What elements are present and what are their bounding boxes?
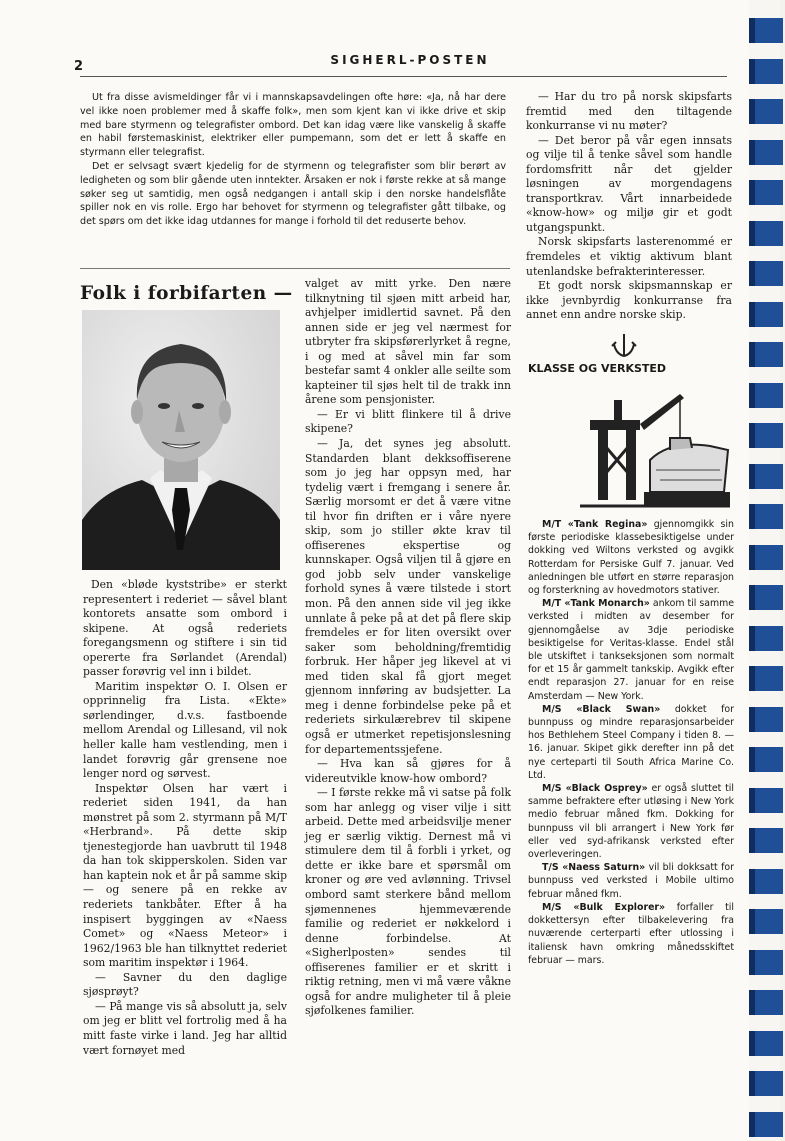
ship-report-paragraph xyxy=(528,901,734,967)
header-rule xyxy=(80,76,727,77)
ship-name: T/S «Naess Saturn» xyxy=(542,862,646,874)
portrait-photo xyxy=(82,310,280,570)
ship-report-text: forfaller til dokkettersyn efter tilbakelevering fra nuværende certerparti efter utlossing i italiensk havn omkring månedsskiftet februar — mars. xyxy=(528,901,734,966)
ship-report-text: ankom til samme verksted i midten av desember for gjennomgåelse av 3dje periodiske besiktigelse for Veritas-klasse. Endel stål ble utskiftet i tankseksjonen som normalt for et 15 år gammelt tankskip. Avgikk efter endt reparasjon 27. januar for en reise Amsterdam — New York. xyxy=(528,598,734,702)
binding-ring xyxy=(749,545,783,570)
article-paragraph: valget av mitt yrke. Den nære tilknytning til sjøen mitt arbeid har, avhjelper imidlertid savnet. På den annen side er jeg vel nærmest for utbryter fra skipsførerlyrket å regne, i og med at såvel min far som bestefar samt 4 onkler alle seilte som kapteiner til sjøs helt til de trakk inn årene som pensjonister. xyxy=(305,277,511,407)
article-paragraph: — Er vi blitt flinkere til å drive skipene? xyxy=(305,407,511,436)
article-paragraph: Den «bløde kyststribe» er sterkt representert i rederiet — såvel blant kontorets ansatte som ombord i skipene. At også rederiets foregangsmenn og stiftere i sin tid opererte fra Sørlandet (Arendal) passer forøvrig vel inn i bildet. xyxy=(83,578,287,679)
article-paragraph: — Hva kan så gjøres for å videreutvikle know-how ombord? xyxy=(305,757,511,785)
ship-report-paragraph xyxy=(528,597,734,703)
binding-ring xyxy=(749,585,783,610)
article-paragraph: — Det beror på vår egen innsats og vilje til å tenke såvel som handle fordomsfritt når det gjelder løsningen av morgendagens transportkrav. Vårt innarbeidede «know-how» og miljø gir et godt utgangspunkt. xyxy=(526,133,732,234)
article-paragraph: — Savner du den daglige sjøsprøyt? xyxy=(83,970,287,999)
intro-article xyxy=(80,91,506,229)
section-heading: KLASSE OG VERKSTED xyxy=(528,362,667,375)
binding-ring xyxy=(749,666,783,691)
ship-report-paragraph xyxy=(528,861,734,901)
article-paragraph: Norsk skipsfarts lasterenommé er fremdeles et viktig aktivum blant utenlandske befrakterinteresser. xyxy=(526,235,732,278)
binding-ring xyxy=(749,1112,783,1137)
masthead-title: SIGHERL-POSTEN xyxy=(330,53,490,67)
ship-name: M/S «Black Swan» xyxy=(542,703,661,715)
section-divider xyxy=(80,268,510,269)
ship-name: M/S «Bulk Explorer» xyxy=(542,901,666,913)
article-paragraph: — Har du tro på norsk skipsfarts fremtid med den tiltagende konkurranse vi nu møter? xyxy=(526,90,732,133)
article-paragraph: Et godt norsk skipsmannskap er ikke jevnbyrdig konkurranse fra annet enn andre norske skip. xyxy=(526,279,732,322)
binding-ring xyxy=(749,950,783,975)
binding-ring xyxy=(749,261,783,286)
ship-name: M/S «Black Osprey» xyxy=(542,783,648,795)
binding-ring xyxy=(749,1071,783,1096)
binding-ring xyxy=(749,504,783,529)
article-paragraph: — I første rekke må vi satse på folk som har anlegg og viser vilje i sitt arbeid. Dette med arbeidsvilje mener jeg er særlig viktig. Dernest må vi stimulere dem til å forbli i yrket, og dette er ikke bare et spørsmål om kroner og øre ved avlønning. Trivsel ombord samt sterkere bånd mellom sjømennenes hjemmeværende familie og rederiet er nøkkelord i denne forbindelse. At «Sigherlposten» sendes til offiserenes familier er et skritt i riktig retning, men vi må være våkne også for andre muligheter til å pleie sjøfolkenes familier. xyxy=(305,786,511,1018)
klasse-verksted-column xyxy=(528,518,734,967)
intro-paragraph: Det er selvsagt svært kjedelig for de styrmenn og telegrafister som blir berørt av ledigheten og som blir gående uten inntekter. Årsaken er nok i første rekke at så mange søker seg ut samtidig, men også nedgangen i antall skip i den norske handelsflåte spiller nok en vis rolle. Ergo har behovet for styrmenn og telegrafister gått tilbake, og det spørs om det ikke idag utdannes for mange i forhold til det reduserte behov. xyxy=(80,160,506,228)
binding-ring xyxy=(749,383,783,408)
binding-ring xyxy=(749,59,783,84)
ship-report-paragraph xyxy=(528,782,734,861)
binding-ring xyxy=(749,788,783,813)
article-column-3 xyxy=(526,90,732,323)
article-paragraph: — Ja, det synes jeg absolutt. Standarden blant dekksoffiserene som jo jeg har oppsyn med, har tydelig vært i fremgang i senere år. Særlig morsomt er det å være vitne til hvor fin driften er i våre nyere skip, som jo stiller økte krav til offiserenes ekspertise og kunnskaper. Også viljen til å gjøre en god jobb selv under vanskelige forhold synes å være tilstede i stort mon. På den annen side vil jeg ikke unnlate å peke på at det på flere skip fremdeles er for liten oversikt over saker som beholdning/fremtidig forbruk. Her håper jeg likevel at vi med tiden skal få gjort meget gjennom innføring av budsjetter. La meg i denne forbindelse peke på et rederiets sirkulærebrev til skipene også er utmerket repetisjonslesning for departementssjefene. xyxy=(305,437,511,756)
intro-paragraph: Ut fra disse avismeldinger får vi i mannskapsavdelingen ofte høre: «Ja, nå har dere vel ikke noen problemer med å skaffe folk», men som kjent kan vi ikke drive et skip med bare styrmenn og telegrafister ombord. Det kan idag være like vanskelig å skaffe en habil førstemaskinist, elektriker eller pumpemann, som det er lett å skaffe en styrmann eller telegrafist. xyxy=(80,92,506,159)
article-headline: Folk i forbifarten — xyxy=(80,283,293,304)
binding-ring xyxy=(749,747,783,772)
article-column-2 xyxy=(305,277,511,1019)
binding-ring xyxy=(749,626,783,651)
binding-ring xyxy=(749,828,783,853)
portrait-illustration xyxy=(82,310,280,570)
ship-name: M/T «Tank Monarch» xyxy=(542,598,650,610)
spiral-binding xyxy=(749,0,780,1141)
shipyard-illustration xyxy=(580,380,730,512)
article-column-1 xyxy=(83,578,287,1058)
binding-ring xyxy=(749,990,783,1015)
binding-ring xyxy=(749,302,783,327)
binding-ring xyxy=(749,342,783,367)
binding-ring xyxy=(749,869,783,894)
page-number: 2 xyxy=(74,59,84,74)
article-paragraph: — På mange vis så absolutt ja, selv om jeg er blitt vel fortrolig med å ha mitt faste virke i land. Jeg har alltid vært fornøyet med xyxy=(83,999,287,1057)
ship-name: M/T «Tank Regina» xyxy=(542,519,648,530)
article-paragraph: Maritim inspektør O. I. Olsen er opprinnelig fra Lista. «Ekte» sørlendinger, d.v.s. fastboende mellom Arendal og Lillesand, vil nok heller kalle ham vestlending, men i landet forøvrig går grensene noe lenger nord og sørvest. xyxy=(83,679,287,781)
binding-ring xyxy=(749,464,783,489)
binding-ring xyxy=(749,18,783,43)
ship-report-text: vil bli dokksatt for bunnpuss ved verksted i Mobile ultimo februar måned fkm. xyxy=(528,862,734,900)
binding-ring xyxy=(749,99,783,124)
binding-ring xyxy=(749,221,783,246)
binding-ring xyxy=(749,909,783,934)
binding-ring xyxy=(749,707,783,732)
binding-ring xyxy=(749,180,783,205)
anchor-ornament-icon xyxy=(610,332,638,358)
binding-ring xyxy=(749,423,783,448)
ship-report-paragraph xyxy=(528,518,734,597)
binding-ring xyxy=(749,1031,783,1056)
ship-report-text: dokket for bunnpuss og mindre reparasjonsarbeider hos Bethlehem Steel Company i tiden 8. — 16. januar. Skipet gikk derefter inn på det nye certeparti til South Africa Marine Co. Ltd. xyxy=(528,703,734,781)
binding-ring xyxy=(749,140,783,165)
ship-report-text: er også sluttet til samme befraktere efter utløsing i New York medio februar måned fkm. Dokking for bunnpuss vil bli arrangert i New York før eller ved syd-afrikansk verksted efter overleveringen. xyxy=(528,783,734,861)
ship-report-paragraph xyxy=(528,703,734,782)
ship-report-text: gjennomgikk sin første periodiske klassebesiktigelse under dokking ved Wiltons verksted og avgikk Rotterdam for Persiske Gulf 7. januar. Ved anledningen ble utført en større reparasjon og forsterkning av hovedmotors stativer. xyxy=(528,519,734,597)
article-paragraph: Inspektør Olsen har vært i rederiet siden 1941, da han mønstret på som 2. styrmann på M/T «Herbrand». På dette skip tjenestegjorde han uavbrutt til 1948 da han tok skipperskolen. Siden var han kaptein nok et år på samme skip — og senere på en rekke av rederiets tankbåter. Efter å ha inspisert byggingen av «Naess Comet» og «Naess Meteor» i 1962/1963 ble han tilknyttet rederiet som maritim inspektør i 1964. xyxy=(83,781,287,970)
